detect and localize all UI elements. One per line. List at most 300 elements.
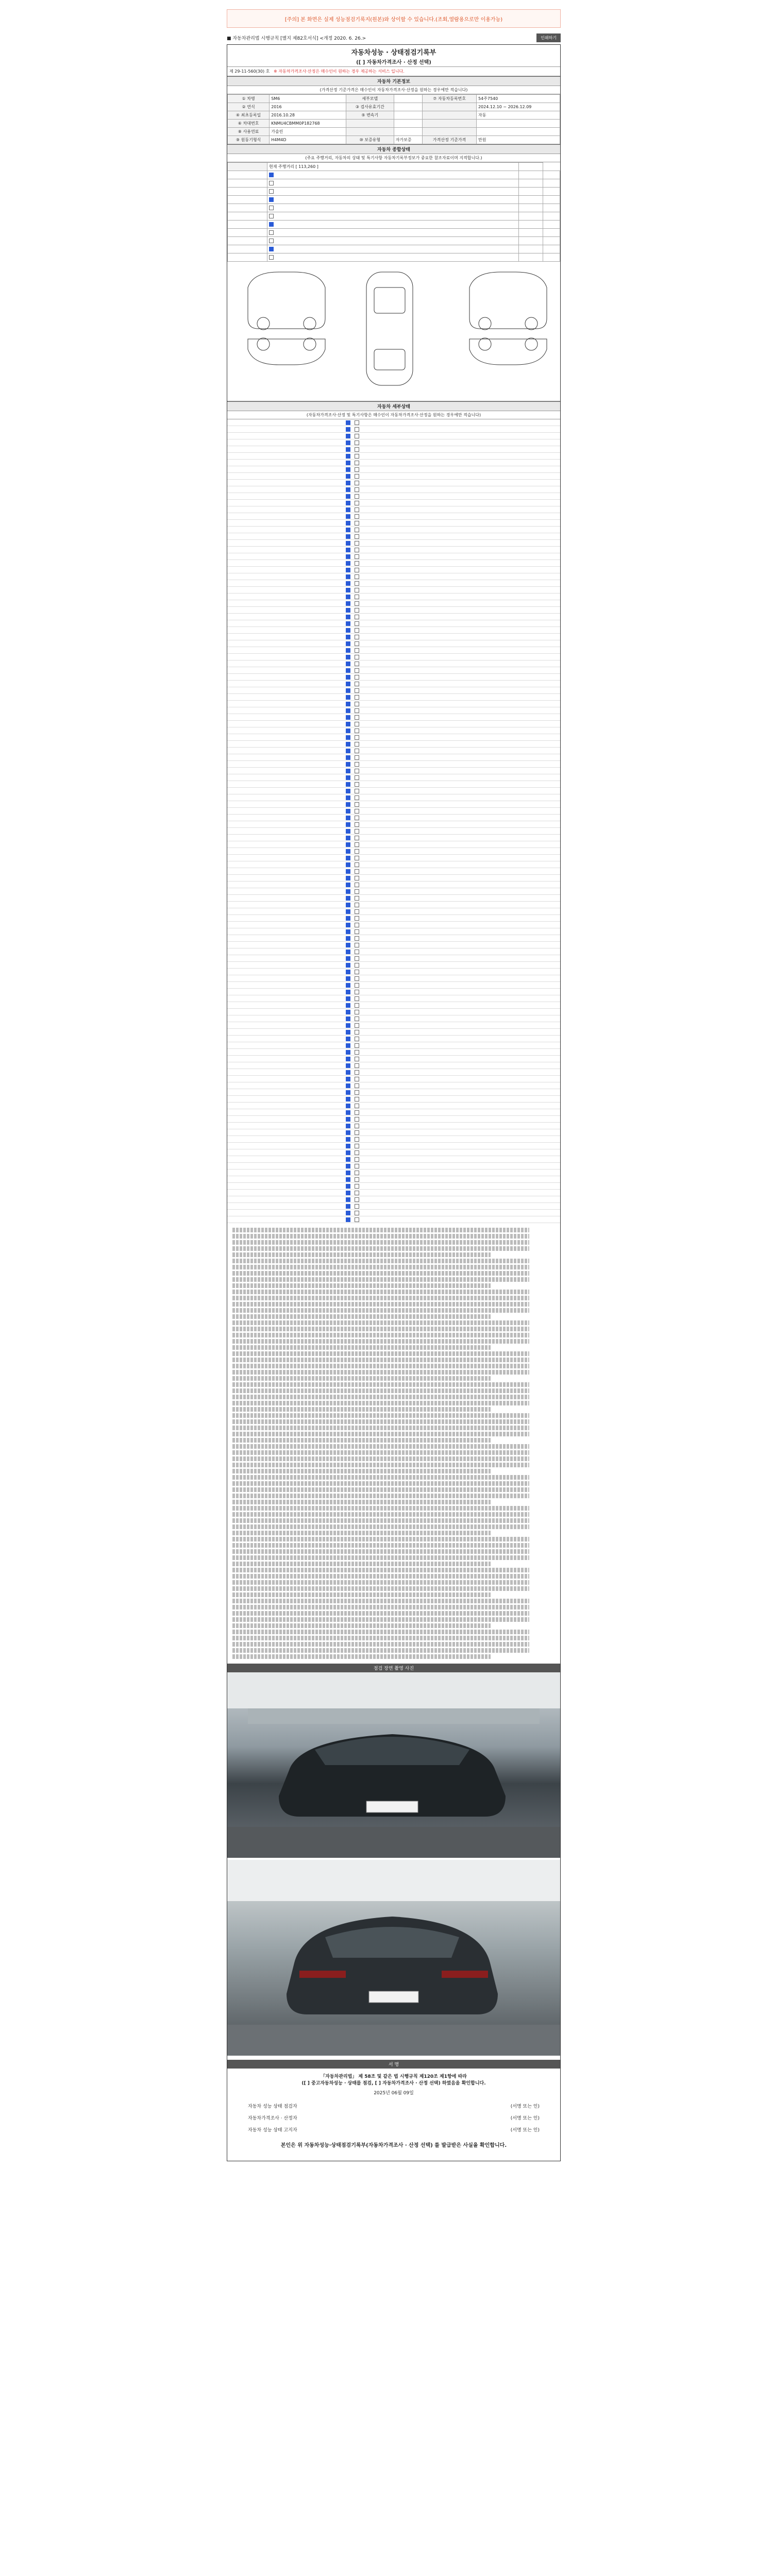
detail-checkbox: [346, 976, 350, 981]
detail-checkbox: [355, 528, 359, 532]
detail-checkbox: [346, 789, 350, 793]
detail-checkbox: [346, 648, 350, 653]
basic-info-label: [423, 120, 477, 128]
detail-checkbox: [346, 608, 350, 613]
basic-info-value: 만원: [476, 136, 560, 144]
detail-checkbox: [346, 1023, 350, 1028]
text-line: [232, 1481, 529, 1486]
detail-checkbox: [346, 983, 350, 988]
status-checkbox: [269, 222, 274, 227]
text-line: [232, 1252, 491, 1257]
detail-checkbox: [355, 447, 359, 452]
detail-checkbox: [346, 936, 350, 941]
detail-checkbox: [346, 1010, 350, 1014]
detail-checkbox: [346, 869, 350, 874]
detail-checkbox: [355, 668, 359, 673]
detail-row: [227, 580, 560, 587]
detail-row: [227, 620, 560, 627]
detail-checkbox: [355, 1164, 359, 1168]
detail-row: [227, 560, 560, 567]
detail-checkbox: [346, 1144, 350, 1148]
detail-checkbox: [346, 775, 350, 780]
detail-row: [227, 1009, 560, 1015]
detail-row: [227, 493, 560, 500]
basic-info-value: [394, 103, 423, 111]
detail-row: [227, 734, 560, 741]
front-photo: [227, 1672, 560, 1858]
detail-checkbox: [355, 434, 359, 438]
signature-row-inspector: [227, 2100, 560, 2112]
detail-checkbox: [355, 1050, 359, 1055]
detail-row: [227, 614, 560, 620]
detail-checkbox: [346, 795, 350, 800]
detail-row: [227, 439, 560, 446]
detail-checkbox: [355, 695, 359, 700]
detail-row: [227, 955, 560, 962]
detail-checkbox: [355, 581, 359, 586]
detail-row: [227, 714, 560, 721]
text-line: [232, 1240, 529, 1245]
notice-text: [주의] 본 화면은 실제 성능점검기록지(원본)와 상이할 수 있습니다.(조회,열람용으로만 이용가능): [284, 16, 503, 23]
document-number: 제 29-11-560(30) 호: [229, 69, 270, 74]
detail-row: [227, 466, 560, 473]
mileage-label: [228, 163, 267, 171]
detail-checkbox: [355, 923, 359, 927]
status-checkbox: [269, 181, 274, 185]
detail-checkbox: [355, 548, 359, 552]
detail-checkbox: [355, 534, 359, 539]
detail-row: [227, 1036, 560, 1042]
detail-row: [227, 527, 560, 533]
text-line: [232, 1265, 529, 1269]
detail-checkbox: [346, 481, 350, 485]
detail-checkbox: [355, 896, 359, 901]
detail-row: [227, 935, 560, 942]
detail-row: [227, 1096, 560, 1103]
text-line: [232, 1296, 529, 1300]
detail-checkbox: [355, 641, 359, 646]
signature-row-notifier: [227, 2124, 560, 2136]
text-line: [232, 1580, 529, 1585]
detail-row: [227, 888, 560, 895]
basic-info-label: ⑥ 차대번호: [228, 120, 270, 128]
detail-checkbox: [355, 1070, 359, 1075]
detail-checkbox: [346, 447, 350, 452]
detail-row: [227, 1109, 560, 1116]
detail-row: [227, 848, 560, 855]
text-line: [232, 1549, 529, 1554]
detail-checkbox: [355, 956, 359, 961]
text-line: [232, 1592, 491, 1597]
detail-checkbox: [355, 1157, 359, 1162]
detail-checkbox: [346, 1184, 350, 1189]
detail-row: [227, 1176, 560, 1183]
text-line: [232, 1376, 491, 1381]
detail-checkbox: [355, 1077, 359, 1081]
detail-row: [227, 1123, 560, 1129]
detail-checkbox: [355, 440, 359, 445]
signature-header: 서 명: [227, 2060, 560, 2069]
basic-info-label: ⑤ 변속기: [346, 111, 394, 120]
status-row: [228, 212, 560, 221]
detail-row: [227, 1170, 560, 1176]
detail-checkbox: [346, 1003, 350, 1008]
detail-checkbox: [355, 795, 359, 800]
detail-checkbox: [355, 983, 359, 988]
basic-info-header: 자동차 기본정보: [227, 76, 560, 86]
detail-checkbox: [346, 1164, 350, 1168]
status-checkbox: [269, 197, 274, 202]
signature-row-appraiser: [227, 2112, 560, 2124]
detail-row: [227, 928, 560, 935]
detail-checkbox: [346, 682, 350, 686]
detail-checkbox: [346, 668, 350, 673]
detail-checkbox: [346, 722, 350, 726]
detail-row: [227, 1149, 560, 1156]
detail-checkbox: [355, 809, 359, 814]
detail-checkbox: [346, 1016, 350, 1021]
detail-checkbox: [355, 1150, 359, 1155]
detail-checkbox: [346, 876, 350, 880]
detail-checkbox: [355, 588, 359, 592]
detail-checkbox: [346, 802, 350, 807]
detail-checkbox: [355, 876, 359, 880]
detail-checkbox: [355, 1030, 359, 1035]
detail-checkbox: [355, 1197, 359, 1202]
basic-info-row: [228, 128, 560, 136]
detail-checkbox: [346, 554, 350, 559]
basic-info-value: [476, 128, 560, 136]
status-row: [228, 196, 560, 204]
text-line: [232, 1543, 529, 1548]
basic-info-row: [228, 103, 560, 111]
detail-checkbox: [355, 976, 359, 981]
detail-checkbox: [346, 836, 350, 840]
notifier-label: 자동차 성능 상태 고지자: [248, 2128, 297, 2133]
detail-checkbox: [355, 909, 359, 914]
detail-row: [227, 748, 560, 754]
detail-checkbox: [355, 990, 359, 994]
text-line: [232, 1277, 529, 1282]
basic-info-label: ⑩ 보증유형: [346, 136, 394, 144]
detail-row: [227, 1210, 560, 1216]
detail-row: [227, 1049, 560, 1056]
detail-row: [227, 741, 560, 748]
basic-info-row: [228, 95, 560, 103]
detail-checkbox: [355, 1037, 359, 1041]
detail-checkbox: [346, 735, 350, 740]
detail-checkbox: [355, 782, 359, 787]
detail-row: [227, 942, 560, 948]
detail-row: [227, 855, 560, 861]
detail-checkbox: [346, 1171, 350, 1175]
text-line: [232, 1302, 529, 1307]
detail-checkbox: [355, 507, 359, 512]
text-line: [232, 1611, 529, 1616]
text-line: [232, 1574, 529, 1579]
detail-checkbox: [346, 950, 350, 954]
status-row: [228, 245, 560, 253]
detail-row: [227, 1103, 560, 1109]
basic-info-value: [394, 95, 423, 103]
text-line: [232, 1246, 529, 1251]
detail-row: [227, 634, 560, 640]
detail-checkbox: [346, 1070, 350, 1075]
detail-checkbox: [355, 762, 359, 767]
detail-row: [227, 594, 560, 600]
status-checkbox: [269, 173, 274, 177]
text-line: [232, 1345, 491, 1350]
text-line: [232, 1518, 529, 1523]
basic-info-row: [228, 111, 560, 120]
detail-checkbox: [346, 662, 350, 666]
detail-row: [227, 1082, 560, 1089]
detail-row: [227, 701, 560, 707]
detail-checkbox: [355, 481, 359, 485]
detail-checkbox: [355, 541, 359, 546]
detail-checkbox: [355, 1110, 359, 1115]
detail-row: [227, 446, 560, 453]
top-bar: [227, 31, 561, 44]
detail-checkbox: [346, 749, 350, 753]
detail-checkbox: [355, 1137, 359, 1142]
text-line: [232, 1228, 529, 1232]
detail-condition-sub: (자동차가격조사·산정 및 특기사항은 매수인이 자동차가격조사·산정을 원하는 경우에만 적습니다): [227, 411, 560, 419]
detail-row: [227, 969, 560, 975]
basic-info-label: ⑨ 원동기형식: [228, 136, 270, 144]
text-line: [232, 1537, 529, 1541]
text-line: [232, 1512, 529, 1517]
document-title: 자동차성능 · 상태점검기록부: [351, 49, 436, 57]
vehicle-diagram: [227, 262, 560, 401]
detail-row: [227, 915, 560, 922]
text-line: [232, 1432, 529, 1436]
car-outline-diagram: [227, 262, 560, 401]
basic-info-value: [476, 120, 560, 128]
detail-row: [227, 727, 560, 734]
text-line: [232, 1382, 529, 1387]
detail-checkbox: [346, 1191, 350, 1195]
detail-checkbox: [346, 595, 350, 599]
detail-checkbox: [355, 501, 359, 505]
detail-checkbox: [355, 662, 359, 666]
detail-row: [227, 1129, 560, 1136]
text-line: [232, 1531, 491, 1535]
text-line: [232, 1623, 491, 1628]
detail-checkbox: [346, 487, 350, 492]
print-button[interactable]: 인쇄하기: [536, 33, 561, 42]
basic-info-row: [228, 120, 560, 128]
detail-row: [227, 761, 560, 768]
text-line: [232, 1463, 529, 1467]
detail-row: [227, 794, 560, 801]
detail-checkbox: [355, 1171, 359, 1175]
basic-info-label: ⑦ 자동차등록번호: [423, 95, 477, 103]
detail-checkbox: [346, 1137, 350, 1142]
basic-info-label: ④ 최초등록일: [228, 111, 270, 120]
detail-checkbox: [355, 608, 359, 613]
detail-checkbox: [355, 836, 359, 840]
detail-checkbox: [346, 467, 350, 472]
detail-checkbox: [355, 1217, 359, 1222]
document-subtitle: ([ ] 자동차가격조사 · 산정 선택): [356, 60, 431, 65]
detail-checkbox: [355, 849, 359, 854]
detail-row: [227, 647, 560, 654]
detail-row: [227, 875, 560, 882]
detail-checkbox: [355, 688, 359, 693]
detail-checkbox: [346, 1157, 350, 1162]
detail-checkbox: [355, 601, 359, 606]
detail-checkbox: [346, 1043, 350, 1048]
basic-info-label: 가격산정 기준가격: [423, 136, 477, 144]
basic-info-value: 2024.12.10 ~ 2026.12.09: [476, 103, 560, 111]
detail-row: [227, 841, 560, 848]
detail-checkbox: [355, 1117, 359, 1122]
text-line: [232, 1401, 529, 1405]
basic-info-value: 54주7540: [476, 95, 560, 103]
basic-info-value: [394, 128, 423, 136]
basic-info-value: H4M4D: [270, 136, 346, 144]
detail-checkbox: [346, 782, 350, 787]
detail-checkbox: [346, 856, 350, 860]
text-line: [232, 1308, 529, 1313]
detail-checkbox: [346, 809, 350, 814]
text-line: [232, 1314, 491, 1319]
detail-condition-header: 자동차 세부상태: [227, 401, 560, 411]
detail-checkbox: [346, 688, 350, 693]
detail-row: [227, 1116, 560, 1123]
confirmation-text: 본인은 위 자동차성능·상태점검기록부(자동차가격조사 · 산정 선택) 를 발급받은 사실을 확인합니다.: [280, 2143, 507, 2148]
status-checkbox: [269, 255, 274, 260]
detail-checkbox: [346, 440, 350, 445]
detail-checkbox: [346, 702, 350, 706]
detail-checkbox: [355, 655, 359, 659]
report-page: [227, 9, 561, 2565]
detail-checkbox: [346, 715, 350, 720]
detail-checkbox: [355, 1063, 359, 1068]
detail-checkbox: [355, 420, 359, 425]
basic-info-label: [423, 103, 477, 111]
detail-checkbox: [346, 842, 350, 847]
detail-checkbox: [355, 963, 359, 968]
detail-checkbox: [346, 1104, 350, 1108]
text-line: [232, 1370, 529, 1375]
text-line: [232, 1271, 529, 1276]
detail-checkbox: [355, 842, 359, 847]
detail-checkbox: [346, 1177, 350, 1182]
detail-row: [227, 687, 560, 694]
overall-status-table: [227, 162, 560, 262]
text-line: [232, 1364, 529, 1368]
detail-checkbox: [346, 427, 350, 432]
detail-checkbox: [346, 1077, 350, 1081]
inspector-label: 자동차 성능 상태 점검자: [248, 2104, 297, 2109]
basic-info-value: 2016: [270, 103, 346, 111]
detail-row: [227, 895, 560, 902]
detail-checkbox: [355, 461, 359, 465]
detail-row: [227, 1015, 560, 1022]
detail-row: [227, 781, 560, 788]
detail-checkbox: [346, 1057, 350, 1061]
detail-checkbox: [355, 1010, 359, 1014]
detail-checkbox: [346, 621, 350, 626]
detail-checkbox: [346, 574, 350, 579]
detail-checkbox: [355, 829, 359, 834]
document-title-block: [227, 45, 560, 67]
detail-checkbox: [346, 1124, 350, 1128]
detail-checkbox: [346, 1097, 350, 1101]
detail-checkbox: [346, 996, 350, 1001]
detail-row: [227, 553, 560, 560]
status-checkbox: [269, 239, 274, 243]
detail-checkbox: [355, 1130, 359, 1135]
detail-checkbox: [346, 829, 350, 834]
detail-row: [227, 815, 560, 821]
detail-checkbox: [346, 909, 350, 914]
detail-row: [227, 486, 560, 493]
basic-info-value: 2016.10.28: [270, 111, 346, 120]
detail-row: [227, 667, 560, 674]
signature-line-2: ([ ] 중고자동차성능 · 상태를 점검, [ ] 자동차가격조사 · 산정 선택) 하였음을 확인합니다.: [301, 2081, 486, 2086]
detail-checkbox: [355, 883, 359, 887]
text-line: [232, 1327, 529, 1331]
detail-row: [227, 540, 560, 547]
detail-row: [227, 1002, 560, 1009]
detail-checkbox: [346, 990, 350, 994]
detail-checkbox: [346, 1090, 350, 1095]
detail-checkbox: [346, 561, 350, 566]
status-checkbox: [269, 189, 274, 194]
detail-checkbox: [355, 735, 359, 740]
detail-row: [227, 1089, 560, 1096]
text-line: [232, 1407, 491, 1412]
detail-checkbox: [346, 507, 350, 512]
status-checkbox: [269, 206, 274, 210]
detail-row: [227, 681, 560, 687]
detail-row: [227, 1183, 560, 1190]
detail-checkbox: [346, 1050, 350, 1055]
detail-checkbox: [355, 514, 359, 519]
detail-checkbox: [346, 1130, 350, 1135]
overall-status-header: 자동차 종합상태: [227, 144, 560, 154]
detail-checkbox: [355, 628, 359, 633]
basic-info-row: [228, 136, 560, 144]
detail-row: [227, 1203, 560, 1210]
detail-checkbox: [355, 728, 359, 733]
detail-checkbox: [355, 1177, 359, 1182]
basic-info-table: [227, 94, 560, 144]
detail-checkbox: [346, 541, 350, 546]
detail-checkbox: [355, 1097, 359, 1101]
detail-checkbox: [355, 862, 359, 867]
detail-checkbox: [355, 1144, 359, 1148]
text-line: [232, 1506, 529, 1511]
appraiser-sign: (서명 또는 인): [510, 2116, 540, 2121]
text-line: [232, 1487, 529, 1492]
detail-row: [227, 506, 560, 513]
detail-checkbox: [355, 708, 359, 713]
detail-checkbox: [355, 755, 359, 760]
detail-row: [227, 1163, 560, 1170]
detail-row: [227, 768, 560, 774]
detail-checkbox: [346, 641, 350, 646]
text-line: [232, 1395, 529, 1399]
detail-checkbox: [355, 1191, 359, 1195]
detail-row: [227, 1062, 560, 1069]
detail-checkbox: [346, 675, 350, 680]
detail-checkbox: [346, 1217, 350, 1222]
text-line: [232, 1500, 491, 1504]
